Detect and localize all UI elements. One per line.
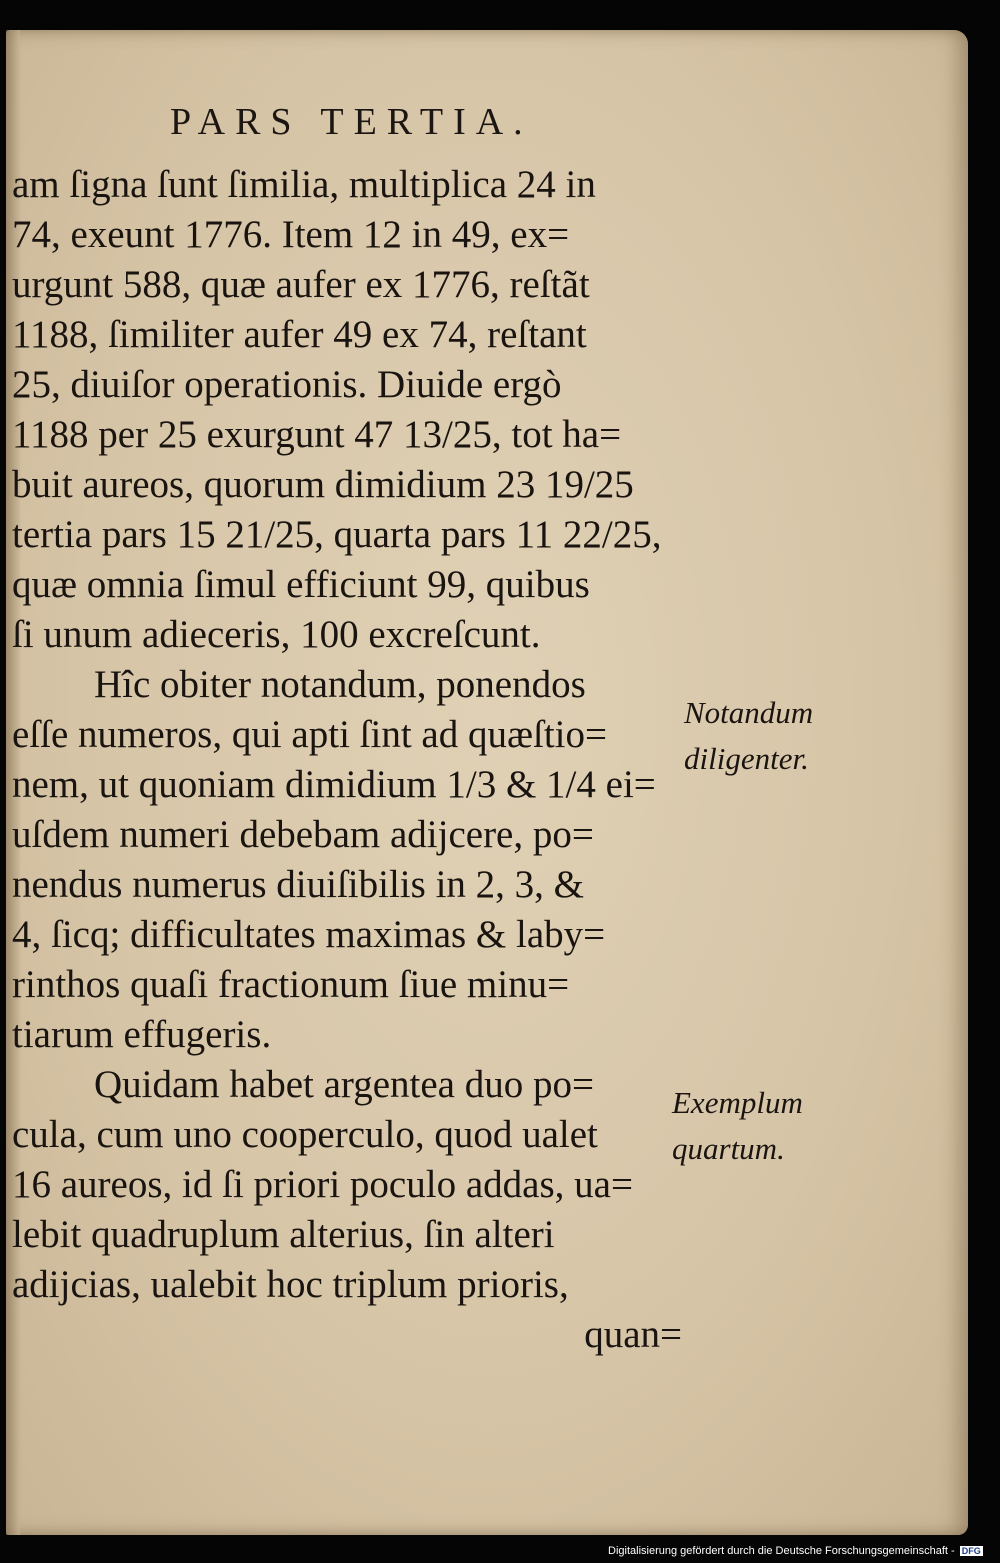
text-line: am ſigna ſunt ſimilia, multiplica 24 in [12,163,596,206]
text-line: 74, exeunt 1776. Item 12 in 49, ex= [12,213,570,256]
text-line: lebit quadruplum alterius, ſin alteri [12,1213,555,1256]
text-line: buit aureos, quorum dimidium 23 19/25 [12,463,634,506]
text-line: tertia pars 15 21/25, quarta pars 11 22/25, [12,513,662,556]
text-line: urgunt 588, quæ aufer ex 1776, reſtãt [12,263,590,306]
text-line: cula, cum uno cooperculo, quod ualet [12,1113,598,1156]
text-line: nendus numerus diuiſibilis in 2, 3, & [12,863,584,906]
text-line: 1188 per 25 exurgunt 47 13/25, tot ha= [12,413,622,456]
text-line: quæ omnia ſimul efficiunt 99, quibus [12,563,590,606]
text-line: 1188, ſimiliter aufer 49 ex 74, reſtant [12,313,587,356]
text-line: adijcias, ualebit hoc triplum prioris, [12,1263,569,1306]
text-line: rinthos quaſi fractionum ſiue minu= [12,963,570,1006]
margin-note-notandum [684,690,813,782]
text-line: Hîc obiter notandum, ponendos [94,663,586,706]
dfg-logo: DFG [961,1546,981,1556]
text-line: Quidam habet argentea duo po= [94,1063,594,1106]
margin-note-line: quartum. [672,1131,785,1166]
running-title: PARS TERTIA. [170,101,533,143]
text-line: 4, ſicq; difficultates maximas & laby= [12,913,606,956]
digitization-credit [608,1545,983,1557]
text-line: ſi unum adieceris, 100 excreſcunt. [12,613,541,656]
catchword: quan= [584,1313,682,1356]
text-line: 25, diuiſor operationis. Diuide ergò [12,363,562,406]
margin-note-line: Exemplum [672,1085,803,1120]
text-line: 16 aureos, id ſi priori poculo addas, ua= [12,1163,633,1206]
body-text [12,160,682,1360]
credit-text: Digitalisierung gefördert durch die Deutsche Forschungsgemeinschaft - [608,1545,955,1557]
margin-note-exemplum [672,1080,803,1172]
margin-note-line: Notandum [684,695,814,730]
text-line: uſdem numeri debebam adijcere, po= [12,813,594,856]
text-line: eſſe numeros, qui apti ſint ad quæſtio= [12,713,607,756]
margin-note-line: diligenter. [684,741,809,776]
text-line: tiarum effugeris. [12,1013,272,1056]
text-line: nem, ut quoniam dimidium 1/3 & 1/4 ei= [12,763,656,806]
